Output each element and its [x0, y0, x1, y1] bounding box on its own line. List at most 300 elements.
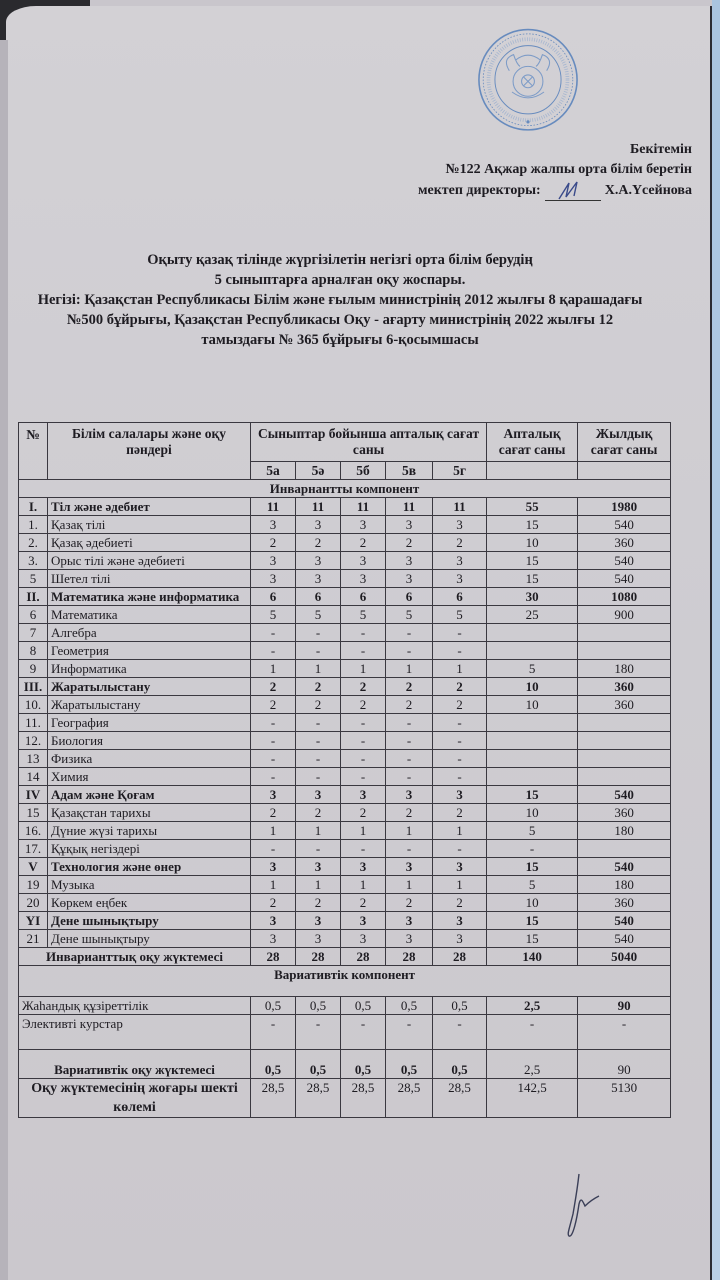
weekly-hours: 10 — [487, 696, 578, 714]
class-hours-value: 3 — [296, 570, 341, 588]
class-hours-value: 3 — [251, 786, 296, 804]
subject-row — [19, 696, 671, 714]
class-hours-value: - — [341, 750, 386, 768]
class-hours-value: 6 — [386, 588, 433, 606]
class-hours-value: - — [251, 768, 296, 786]
weekly-hours: 10 — [487, 894, 578, 912]
weekly-hours: 55 — [487, 498, 578, 516]
class-hours-value: 1 — [296, 822, 341, 840]
yearly-hours: 540 — [578, 786, 671, 804]
class-hours-value: - — [433, 732, 487, 750]
weekly-hours: 15 — [487, 516, 578, 534]
approval-word: Бекітемін — [629, 142, 692, 157]
section-name: Дене шынықтыру — [48, 912, 251, 930]
class-hours-value: 3 — [296, 930, 341, 948]
yearly-hours: 360 — [578, 696, 671, 714]
yearly-hours: 540 — [578, 570, 671, 588]
variative-value: - — [341, 1015, 386, 1050]
row-number: 6 — [19, 606, 48, 624]
class-hours-value: 11 — [296, 498, 341, 516]
class-hours-value: 1 — [433, 876, 487, 894]
class-hours-value: - — [296, 768, 341, 786]
subject-row — [19, 876, 671, 894]
class-hours-value: 2 — [251, 696, 296, 714]
yearly-hours — [578, 642, 671, 660]
yearly-hours: 540 — [578, 552, 671, 570]
weekly-hours: 15 — [487, 858, 578, 876]
yearly-hours: 180 — [578, 876, 671, 894]
row-number: 20 — [19, 894, 48, 912]
subject-row — [19, 894, 671, 912]
director-signature-line — [545, 180, 601, 201]
class-hours-value: 2 — [251, 804, 296, 822]
subject-row — [19, 516, 671, 534]
director-label: мектеп директоры: — [417, 183, 541, 198]
document-title — [20, 250, 660, 350]
class-hours-value: 2 — [341, 894, 386, 912]
class-hours-value: - — [433, 840, 487, 858]
class-hours-value: 11 — [251, 498, 296, 516]
max-load-value: 28,5 — [296, 1079, 341, 1118]
subject-row — [19, 714, 671, 732]
section-row — [19, 912, 671, 930]
row-number: 12. — [19, 732, 48, 750]
page-edge-shadow — [0, 40, 8, 1280]
class-hours-value: 2 — [433, 804, 487, 822]
row-number: 7 — [19, 624, 48, 642]
yearly-hours: 180 — [578, 822, 671, 840]
row-number: YI — [19, 912, 48, 930]
yearly-hours: 900 — [578, 606, 671, 624]
max-load-value: 28,5 — [341, 1079, 386, 1118]
class-hours-value: 3 — [386, 786, 433, 804]
header-class: 5в — [386, 462, 433, 480]
weekly-hours: 10 — [487, 678, 578, 696]
max-load-value: 28,5 — [433, 1079, 487, 1118]
title-line-2: 5 сыныптарға арналған оқу жоспары. — [214, 272, 466, 288]
class-hours-value: 11 — [386, 498, 433, 516]
class-hours-value: - — [386, 768, 433, 786]
subject-name: Шетел тілі — [48, 570, 251, 588]
class-hours-value: 1 — [251, 876, 296, 894]
subject-name: География — [48, 714, 251, 732]
section-name: Технология және өнер — [48, 858, 251, 876]
class-hours-value: 5 — [386, 606, 433, 624]
class-hours-value: - — [251, 642, 296, 660]
row-number: 11. — [19, 714, 48, 732]
class-hours-value: 2 — [386, 696, 433, 714]
class-hours-value: 3 — [433, 912, 487, 930]
row-number: 16. — [19, 822, 48, 840]
variative-total-value: 0,5 — [386, 1050, 433, 1079]
subject-name: Орыс тілі және әдебиеті — [48, 552, 251, 570]
variative-total-value: 0,5 — [296, 1050, 341, 1079]
class-hours-value: 3 — [341, 552, 386, 570]
subject-name: Қазақ әдебиеті — [48, 534, 251, 552]
class-hours-value: 2 — [296, 534, 341, 552]
class-hours-value: 3 — [296, 552, 341, 570]
class-hours-value: 2 — [296, 678, 341, 696]
class-hours-value: 3 — [341, 858, 386, 876]
variative-yearly: 90 — [578, 997, 671, 1015]
header-class: 5б — [341, 462, 386, 480]
header-number: № — [19, 423, 48, 480]
class-hours-value: 1 — [296, 660, 341, 678]
class-hours-value: 1 — [386, 822, 433, 840]
yearly-hours — [578, 750, 671, 768]
variative-total-yearly: 90 — [578, 1050, 671, 1079]
subject-row — [19, 606, 671, 624]
subject-row — [19, 804, 671, 822]
class-hours-value: 2 — [341, 804, 386, 822]
class-hours-value: 3 — [251, 912, 296, 930]
row-number: 15 — [19, 804, 48, 822]
row-number: 14 — [19, 768, 48, 786]
class-hours-value: 3 — [433, 516, 487, 534]
max-load-weekly: 142,5 — [487, 1079, 578, 1118]
background-edge — [712, 0, 720, 1280]
variative-value: 0,5 — [433, 997, 487, 1015]
class-hours-value: 3 — [341, 930, 386, 948]
subject-row — [19, 822, 671, 840]
class-hours-value: - — [386, 642, 433, 660]
variative-value: 0,5 — [251, 997, 296, 1015]
approval-block — [418, 140, 692, 201]
header-yearly: Жылдық сағат саны — [578, 423, 671, 462]
yearly-hours: 540 — [578, 930, 671, 948]
class-hours-value: - — [341, 732, 386, 750]
section-row — [19, 858, 671, 876]
class-hours-value: 2 — [251, 894, 296, 912]
weekly-hours: 15 — [487, 912, 578, 930]
class-hours-value: 3 — [433, 786, 487, 804]
class-hours-value: 1 — [251, 822, 296, 840]
class-hours-value: 3 — [251, 858, 296, 876]
subject-row — [19, 768, 671, 786]
variative-yearly: - — [578, 1015, 671, 1050]
class-hours-value: 1 — [433, 822, 487, 840]
class-hours-value: - — [341, 840, 386, 858]
section-row — [19, 588, 671, 606]
class-hours-value: 1 — [341, 822, 386, 840]
class-hours-value: 3 — [251, 930, 296, 948]
max-load-value: 28,5 — [386, 1079, 433, 1118]
class-hours-value: 1 — [341, 876, 386, 894]
subject-row — [19, 624, 671, 642]
max-load-yearly: 5130 — [578, 1079, 671, 1118]
class-hours-value: - — [386, 714, 433, 732]
row-number: 8 — [19, 642, 48, 660]
section-row — [19, 678, 671, 696]
variative-weekly: - — [487, 1015, 578, 1050]
row-number: I. — [19, 498, 48, 516]
yearly-hours: 1980 — [578, 498, 671, 516]
subject-name: Дүние жүзі тарихы — [48, 822, 251, 840]
weekly-hours: 15 — [487, 570, 578, 588]
class-hours-value: 11 — [341, 498, 386, 516]
row-number: 21 — [19, 930, 48, 948]
subject-name: Музыка — [48, 876, 251, 894]
subject-name: Дене шынықтыру — [48, 930, 251, 948]
class-hours-value: - — [433, 624, 487, 642]
subject-name: Құқық негіздері — [48, 840, 251, 858]
variative-total-value: 0,5 — [433, 1050, 487, 1079]
class-hours-value: - — [341, 642, 386, 660]
class-hours-value: 5 — [251, 606, 296, 624]
section-name: Адам және Қоғам — [48, 786, 251, 804]
class-hours-value: 3 — [251, 516, 296, 534]
class-hours-value: 1 — [341, 660, 386, 678]
subject-name: Физика — [48, 750, 251, 768]
weekly-hours: 30 — [487, 588, 578, 606]
class-hours-value: 6 — [296, 588, 341, 606]
variative-subject: Жаһандық құзіреттілік — [19, 997, 251, 1015]
director-signature — [545, 180, 601, 200]
row-number: III. — [19, 678, 48, 696]
subject-name: Биология — [48, 732, 251, 750]
header-empty-cell — [487, 462, 578, 480]
row-number: 19 — [19, 876, 48, 894]
class-hours-value: - — [386, 750, 433, 768]
handwritten-signature — [565, 1172, 605, 1242]
row-number: 9 — [19, 660, 48, 678]
weekly-hours — [487, 750, 578, 768]
yearly-hours — [578, 732, 671, 750]
subject-row — [19, 750, 671, 768]
subject-row — [19, 660, 671, 678]
weekly-hours: 15 — [487, 930, 578, 948]
class-hours-value: 2 — [251, 678, 296, 696]
class-hours-value: 3 — [433, 570, 487, 588]
yearly-hours: 180 — [578, 660, 671, 678]
title-line-1: Оқыту қазақ тілінде жүргізілетін негізгі орта білім берудің — [147, 252, 533, 268]
class-hours-value: 2 — [341, 678, 386, 696]
subject-name: Қазақстан тарихы — [48, 804, 251, 822]
yearly-hours — [578, 714, 671, 732]
variative-weekly: 2,5 — [487, 997, 578, 1015]
section-name: Жаратылыстану — [48, 678, 251, 696]
weekly-hours: 15 — [487, 552, 578, 570]
class-hours-value: - — [296, 732, 341, 750]
variative-total-weekly: 2,5 — [487, 1050, 578, 1079]
class-hours-value: - — [251, 624, 296, 642]
class-hours-value: - — [433, 768, 487, 786]
variative-subject: Элективті курстар — [19, 1015, 251, 1050]
invariant-total-value: 28 — [433, 948, 487, 966]
yearly-hours — [578, 624, 671, 642]
weekly-hours: 10 — [487, 804, 578, 822]
section-name: Тіл және әдебиет — [48, 498, 251, 516]
invariant-total-weekly: 140 — [487, 948, 578, 966]
variative-value: - — [296, 1015, 341, 1050]
subject-name: Қазақ тілі — [48, 516, 251, 534]
class-hours-value: 2 — [386, 534, 433, 552]
row-number: IV — [19, 786, 48, 804]
header-weekly: Апталық сағат саны — [487, 423, 578, 462]
class-hours-value: 2 — [296, 696, 341, 714]
class-hours-value: 2 — [433, 696, 487, 714]
class-hours-value: 3 — [433, 930, 487, 948]
class-hours-value: - — [296, 840, 341, 858]
class-hours-value: 2 — [296, 804, 341, 822]
class-hours-value: 3 — [386, 912, 433, 930]
class-hours-value: - — [386, 840, 433, 858]
class-hours-value: 3 — [433, 858, 487, 876]
class-hours-value: 3 — [433, 552, 487, 570]
class-hours-value: 2 — [251, 534, 296, 552]
section-row — [19, 786, 671, 804]
variative-total-row — [19, 1050, 671, 1079]
class-hours-value: - — [251, 714, 296, 732]
variative-value: - — [433, 1015, 487, 1050]
variative-row — [19, 1015, 671, 1050]
weekly-hours — [487, 624, 578, 642]
class-hours-value: 3 — [296, 516, 341, 534]
variative-component-title: Вариативтік компонент — [19, 966, 671, 997]
header-class: 5ә — [296, 462, 341, 480]
weekly-hours: 5 — [487, 822, 578, 840]
director-name: Х.А.Үсейнова — [604, 183, 692, 198]
variative-value: 0,5 — [341, 997, 386, 1015]
class-hours-value: - — [341, 768, 386, 786]
subject-row — [19, 732, 671, 750]
row-number: 17. — [19, 840, 48, 858]
yearly-hours: 540 — [578, 516, 671, 534]
yearly-hours: 360 — [578, 804, 671, 822]
class-hours-value: - — [296, 750, 341, 768]
header-empty-cell — [578, 462, 671, 480]
subject-name: Алгебра — [48, 624, 251, 642]
class-hours-value: 3 — [386, 552, 433, 570]
class-hours-value: 3 — [296, 912, 341, 930]
weekly-hours — [487, 714, 578, 732]
class-hours-value: - — [433, 642, 487, 660]
variative-row — [19, 997, 671, 1015]
weekly-hours — [487, 732, 578, 750]
class-hours-value: 2 — [341, 534, 386, 552]
invariant-total-yearly: 5040 — [578, 948, 671, 966]
class-hours-value: - — [386, 732, 433, 750]
row-number: 10. — [19, 696, 48, 714]
class-hours-value: 3 — [251, 570, 296, 588]
class-hours-value: 2 — [386, 678, 433, 696]
variative-total-label: Вариативтік оқу жүктемесі — [19, 1050, 251, 1079]
class-hours-value: - — [251, 732, 296, 750]
variative-total-value: 0,5 — [251, 1050, 296, 1079]
subject-row — [19, 552, 671, 570]
row-number: 13 — [19, 750, 48, 768]
class-hours-value: 3 — [296, 858, 341, 876]
subject-name: Математика — [48, 606, 251, 624]
class-hours-value: 1 — [433, 660, 487, 678]
class-hours-value: 3 — [341, 912, 386, 930]
yearly-hours: 540 — [578, 912, 671, 930]
class-hours-value: 11 — [433, 498, 487, 516]
class-hours-value: 2 — [386, 804, 433, 822]
director-line — [418, 180, 692, 201]
yearly-hours: 1080 — [578, 588, 671, 606]
variative-value: 0,5 — [296, 997, 341, 1015]
title-line-3: Негізі: Қазақстан Республикасы Білім және ғылым министрінің 2012 жылғы 8 қарашадағы — [37, 292, 643, 308]
class-hours-value: - — [296, 714, 341, 732]
class-hours-value: 3 — [386, 930, 433, 948]
curriculum-table — [18, 422, 671, 1118]
invariant-total-value: 28 — [296, 948, 341, 966]
class-hours-value: - — [386, 624, 433, 642]
class-hours-value: 3 — [386, 570, 433, 588]
class-hours-value: 5 — [433, 606, 487, 624]
class-hours-value: - — [341, 624, 386, 642]
class-hours-value: 5 — [341, 606, 386, 624]
section-name: Математика және информатика — [48, 588, 251, 606]
class-hours-value: - — [296, 642, 341, 660]
invariant-total-value: 28 — [251, 948, 296, 966]
class-hours-value: 2 — [341, 696, 386, 714]
yearly-hours: 360 — [578, 894, 671, 912]
subject-name: Жаратылыстану — [48, 696, 251, 714]
invariant-section-row — [19, 480, 671, 498]
yearly-hours: 540 — [578, 858, 671, 876]
class-hours-value: 3 — [341, 786, 386, 804]
class-hours-value: 3 — [386, 516, 433, 534]
yearly-hours: 360 — [578, 534, 671, 552]
yearly-hours: 360 — [578, 678, 671, 696]
subject-row — [19, 930, 671, 948]
subject-name: Көркем еңбек — [48, 894, 251, 912]
row-number: II. — [19, 588, 48, 606]
class-hours-value: 1 — [386, 876, 433, 894]
class-hours-value: 1 — [296, 876, 341, 894]
weekly-hours: 5 — [487, 876, 578, 894]
variative-section-row — [19, 966, 671, 997]
row-number: V — [19, 858, 48, 876]
weekly-hours: 25 — [487, 606, 578, 624]
title-line-4: №500 бұйрығы, Қазақстан Республикасы Оқу - ағарту министрінің 2022 жылғы 12 — [66, 312, 614, 328]
section-row — [19, 498, 671, 516]
class-hours-value: 2 — [296, 894, 341, 912]
max-load-value: 28,5 — [251, 1079, 296, 1118]
class-hours-value: 6 — [433, 588, 487, 606]
variative-total-value: 0,5 — [341, 1050, 386, 1079]
yearly-hours — [578, 768, 671, 786]
weekly-hours: 10 — [487, 534, 578, 552]
class-hours-value: 3 — [341, 570, 386, 588]
weekly-hours: - — [487, 840, 578, 858]
school-name-line: №122 Ақжар жалпы орта білім беретін — [445, 162, 692, 177]
invariant-total-row — [19, 948, 671, 966]
class-hours-value: - — [433, 714, 487, 732]
variative-value: - — [386, 1015, 433, 1050]
class-hours-value: - — [251, 750, 296, 768]
subject-row — [19, 840, 671, 858]
class-hours-value: 2 — [433, 678, 487, 696]
header-class: 5г — [433, 462, 487, 480]
class-hours-value: 1 — [386, 660, 433, 678]
class-hours-value: - — [296, 624, 341, 642]
class-hours-value: 6 — [341, 588, 386, 606]
weekly-hours — [487, 642, 578, 660]
class-hours-value: 6 — [251, 588, 296, 606]
subject-row — [19, 570, 671, 588]
invariant-total-label: Инварианттық оқу жүктемесі — [19, 948, 251, 966]
class-hours-value: 2 — [433, 894, 487, 912]
header-class: 5а — [251, 462, 296, 480]
class-hours-value: - — [341, 714, 386, 732]
weekly-hours: 15 — [487, 786, 578, 804]
class-hours-value: 5 — [296, 606, 341, 624]
class-hours-value: - — [251, 840, 296, 858]
class-hours-value: 2 — [386, 894, 433, 912]
